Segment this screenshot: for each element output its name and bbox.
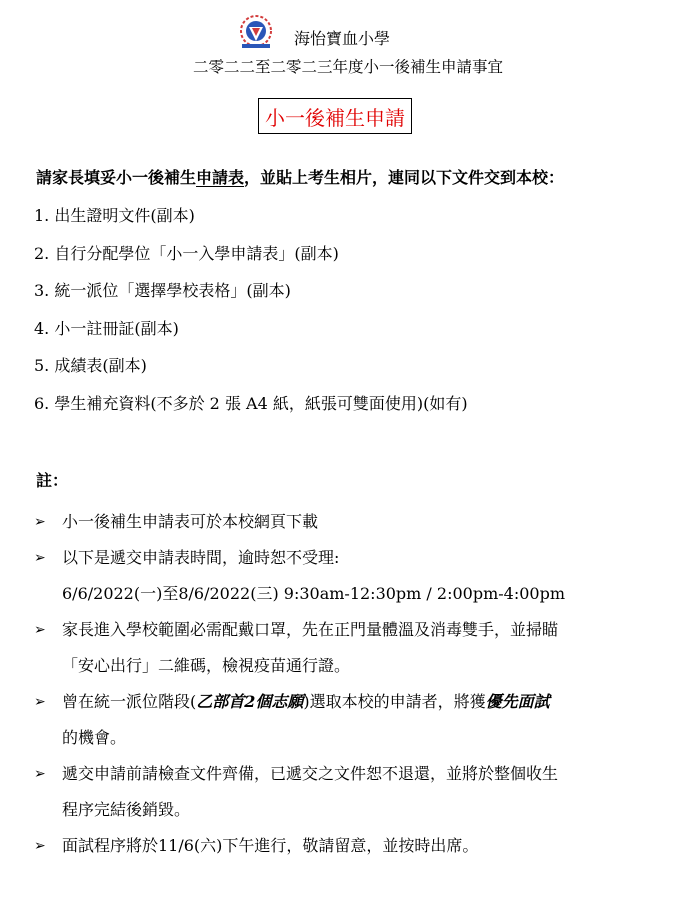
- note-text-times: 6/6/2022(一)至8/6/2022(三) 9:30am-12:30pm / 2:00pm-4:00pm: [62, 584, 566, 603]
- note-text: 以下是遞交申請表時間，逾時恕不受理:: [62, 548, 340, 567]
- school-header: [236, 12, 456, 52]
- note-item: [34, 540, 674, 612]
- required-documents-list: [34, 205, 468, 431]
- note-text: 面試程序將於11/6(六)下午進行，敬請留意，並按時出席。: [62, 836, 479, 855]
- boxed-title: 小一後補生申請: [258, 98, 412, 134]
- note-text: 家長進入學校範圍必需配戴口罩，先在正門量體溫及消毒雙手，並掃瞄: [62, 620, 559, 639]
- note-text: [62, 684, 674, 720]
- note-text: 小一後補生申請表可於本校網頁下載: [62, 512, 319, 531]
- notes-list: [34, 504, 674, 864]
- arrow-bullet-icon: ➢: [34, 766, 46, 782]
- note-text: 的機會。: [62, 728, 127, 747]
- note-text: 遞交申請前請檢查文件齊備，已遞交之文件恕不退還，並將於整個收生: [62, 764, 559, 783]
- emphasis-priority: 優先面試: [485, 692, 550, 711]
- note-item: [34, 828, 674, 864]
- instruction-lead: [36, 165, 564, 188]
- list-item: 6. 學生補充資料(不多於 2 張 A4 紙，紙張可雙面使用)(如有): [34, 393, 468, 413]
- school-name: 海怡寶血小學: [294, 29, 391, 48]
- note-text: 程序完結後銷毀。: [62, 800, 191, 819]
- note-item: [34, 504, 674, 540]
- note-item: [34, 684, 674, 756]
- list-item: 4. 小一註冊証(副本): [34, 318, 179, 338]
- lead-text-1: 請家長填妥小一後補生: [36, 168, 197, 187]
- emphasis-choice: 乙部首2個志願: [196, 692, 304, 711]
- note-item: [34, 612, 674, 684]
- list-item: 3. 統一派位「選擇學校表格」(副本): [34, 281, 291, 301]
- arrow-bullet-icon: ➢: [34, 514, 46, 530]
- arrow-bullet-icon: ➢: [34, 694, 46, 710]
- arrow-bullet-icon: ➢: [34, 550, 46, 566]
- list-item: 1. 出生證明文件(副本): [34, 206, 195, 225]
- school-crest-icon: [236, 14, 276, 50]
- list-item: 2. 自行分配學位「小一入學申請表」(副本): [34, 243, 339, 263]
- note-fragment: 曾在統一派位階段(: [62, 692, 197, 711]
- lead-text-2: ，並貼上考生相片，連同以下文件交到本校：: [244, 168, 565, 187]
- note-fragment: )選取本校的申請者，將獲: [303, 692, 486, 711]
- note-text: 「安心出行」二維碼，檢視疫苗通行證。: [62, 656, 351, 675]
- arrow-bullet-icon: ➢: [34, 622, 46, 638]
- lead-underlined-form: 申請表: [196, 168, 245, 187]
- document-subtitle: 二零二二至二零二三年度小一後補生申請事宜: [192, 58, 503, 76]
- arrow-bullet-icon: ➢: [34, 838, 46, 854]
- notes-heading: 註：: [36, 471, 69, 490]
- note-item: [34, 756, 674, 828]
- list-item: 5. 成績表(副本): [34, 356, 147, 376]
